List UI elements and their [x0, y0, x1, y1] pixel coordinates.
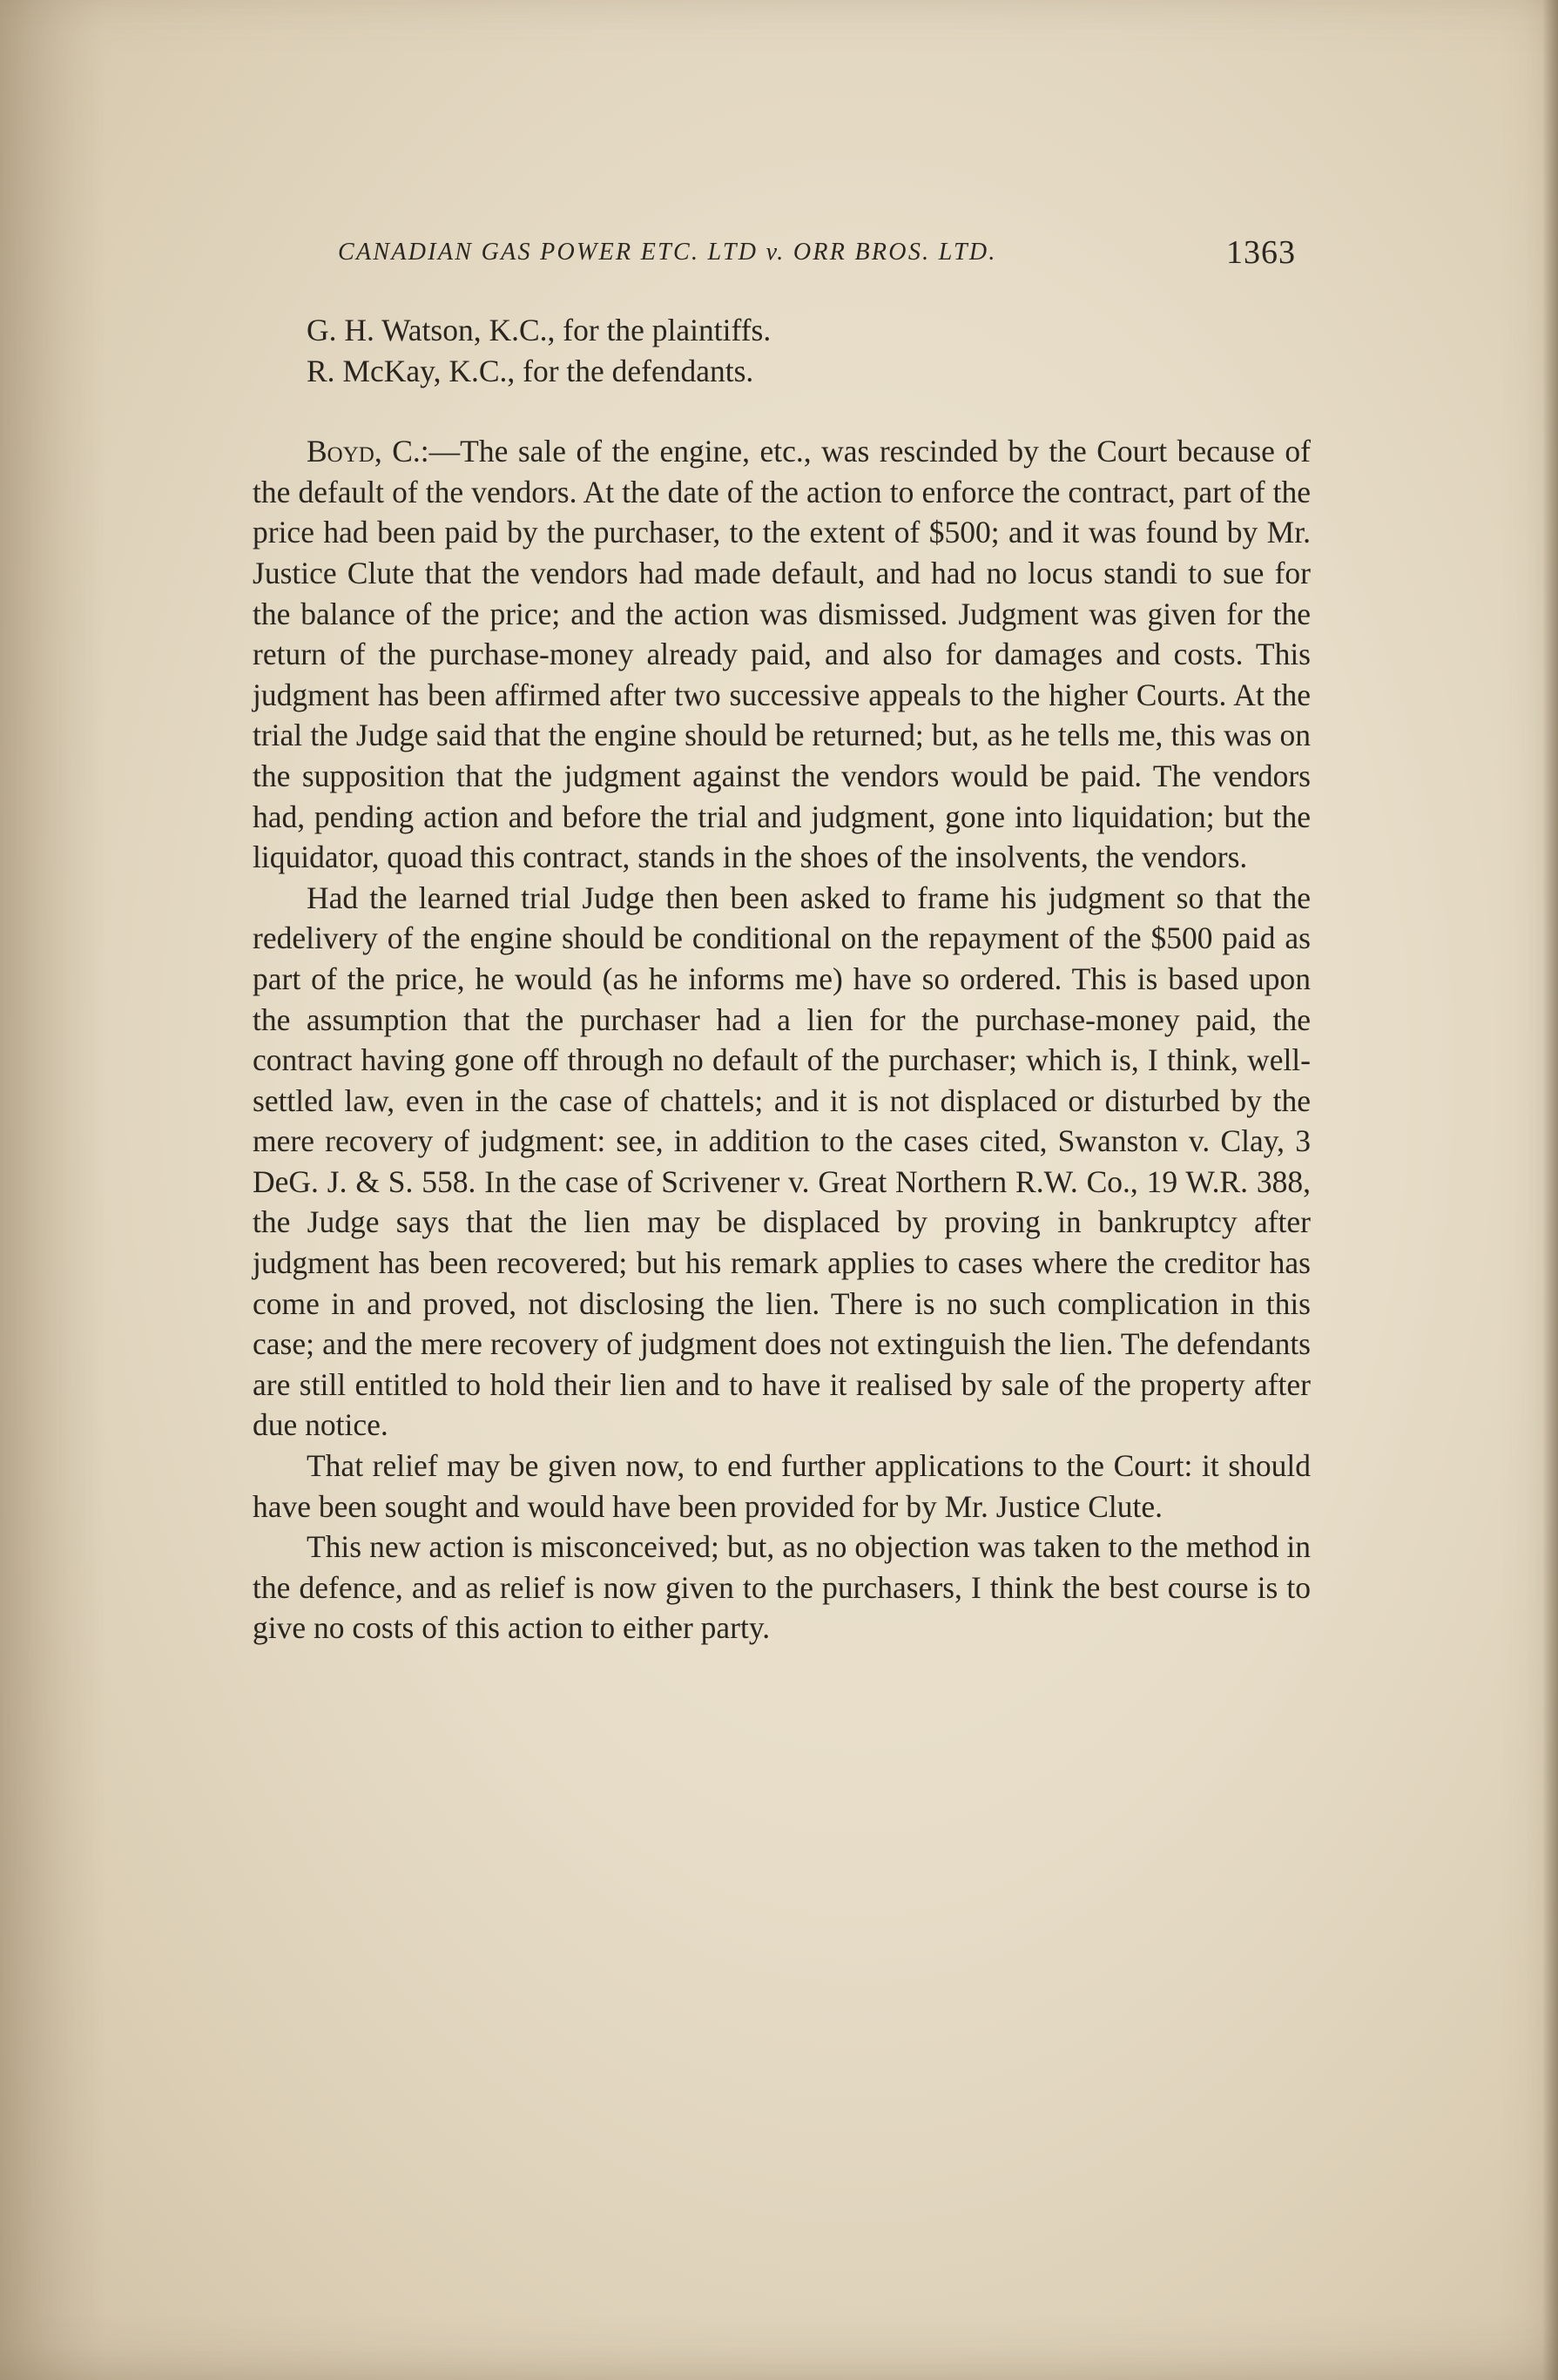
counsel-line-plaintiffs: G. H. Watson, K.C., for the plaintiffs.	[307, 313, 772, 347]
running-head	[338, 233, 1296, 277]
counsel-list	[307, 310, 1311, 391]
running-title: CANADIAN GAS POWER ETC. LTD v. ORR BROS. LTD.	[338, 239, 997, 266]
counsel-line-defendants: R. McKay, K.C., for the defendants.	[307, 353, 754, 388]
judgment-text	[253, 431, 1311, 1648]
judgment-paragraph: This new action is misconceived; but, as no objection was taken to the method in the defence, and as relief is now given to the purchasers, I think the best course is to give no costs of this action to either party.	[253, 1529, 1311, 1646]
judgment-paragraph	[253, 431, 1311, 878]
judgment-paragraph: Had the learned trial Judge then been asked to frame his judgment so that the redelivery of the engine should be conditional on the repayment of the $500 paid as part of the price, he would (as he informs me) have so ordered. This is based upon the assumption that the purchaser had a lien for the purchase-money paid, the contract having gone off through no default of the purchaser; which is, I think, well-settled law, even in the case of chattels; and it is not displaced or disturbed by the mere recovery of judgment: see, in addition to the cases cited, Swanston v. Clay, 3 DeG. J. & S. 558. In the case of Scrivener v. Great Northern R.W. Co., 19 W.R. 388, the Judge says that the lien may be displaced by proving in bankruptcy after judgment has been recovered; but his remark applies to cases where the creditor has come in and proved, not disclosing the lien. There is no such complication in this case; and the mere recovery of judgment does not extinguish the lien. The defendants are still entitled to hold their lien and to have it realised by sale of the property after due notice.	[253, 880, 1311, 1443]
judgment-paragraph: That relief may be given now, to end further applications to the Court: it should have been sought and would have been provided for by Mr. Justice Clute.	[253, 1448, 1311, 1524]
judge-name: Boyd, C.	[307, 434, 421, 469]
judgment-paragraph-text: :—The sale of the engine, etc., was rescinded by the Court because of the default of the vendors. At the date of the action to enforce the contract, part of the price had been paid by the purchaser, to the extent of $500; and it was found by Mr. Justice Clute that the vendors had made default, and had no locus standi to sue for the balance of the price; and the action was dismissed. Judgment was given for the return of the purchase-money already paid, and also for damages and costs. This judgment has been affirmed after two successive appeals to the higher Courts. At the trial the Judge said that the engine should be returned; but, as he tells me, this was on the supposition that the judgment against the vendors would be paid. The vendors had, pending action and before the trial and judgment, gone into liquidation; but the liquidator, quoad this contract, stands in the shoes of the insolvents, the vendors.	[253, 434, 1311, 875]
page-number: 1363	[1226, 234, 1296, 271]
page-body	[253, 310, 1311, 1648]
